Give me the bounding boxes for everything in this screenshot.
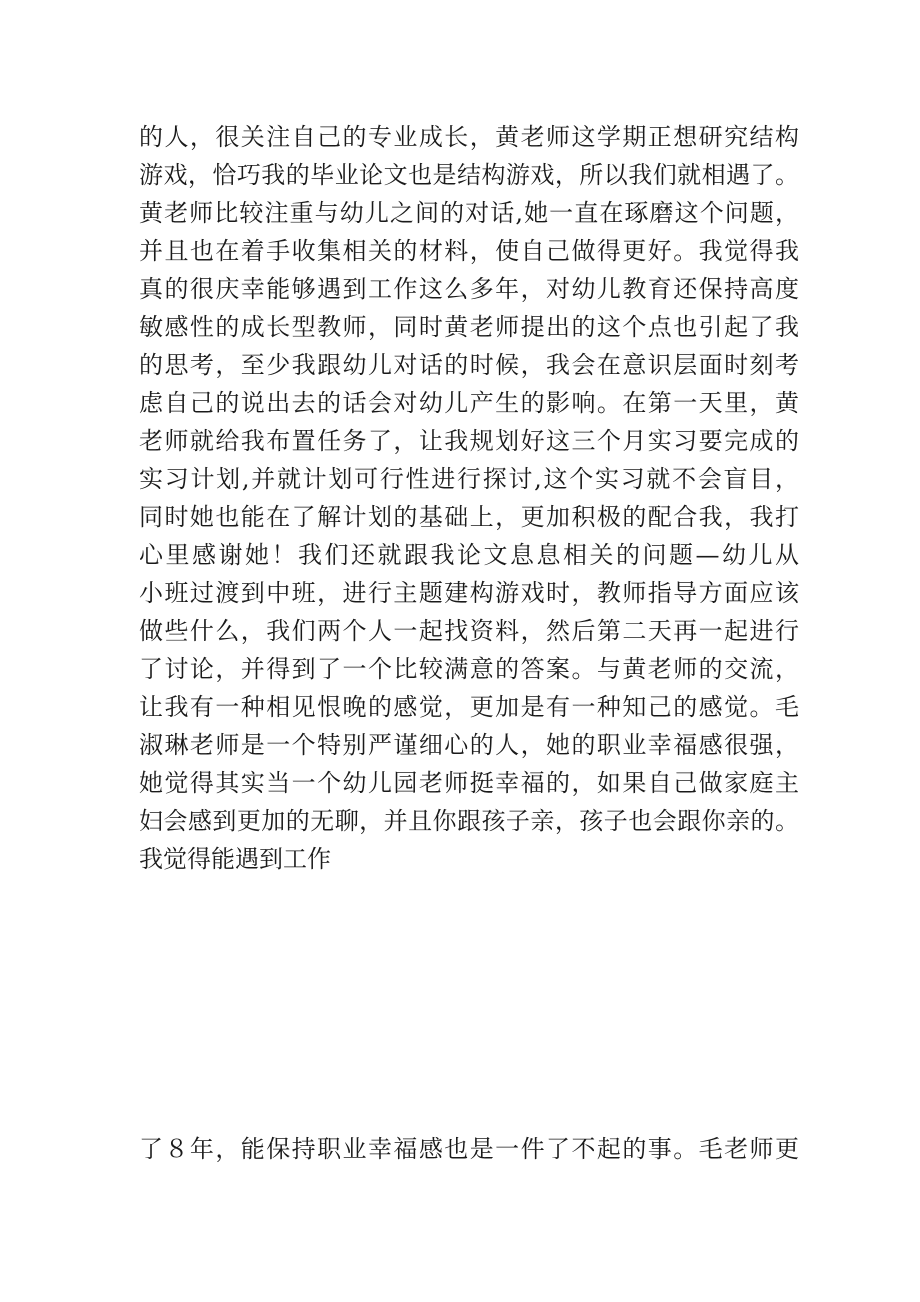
text-line: 心里感谢她！我们还就跟我论文息息相关的问题—幼儿从 (139, 541, 799, 569)
text-line: 她觉得其实当一个幼儿园老师挺幸福的，如果自己做家庭主 (139, 769, 799, 797)
text-line: 虑自己的说出去的话会对幼儿产生的影响。在第一天里，黄 (139, 389, 799, 417)
text-line: 的人，很关注自己的专业成长，黄老师这学期正想研究结构 (139, 123, 799, 151)
body-text-block (139, 118, 799, 878)
continued-text-block (139, 1130, 799, 1168)
text-line: 淑琳老师是一个特别严谨细心的人，她的职业幸福感很强， (139, 731, 799, 759)
text-line: 让我有一种相见恨晚的感觉，更加是有一种知己的感觉。毛 (139, 693, 799, 721)
text-line: 了讨论，并得到了一个比较满意的答案。与黄老师的交流， (139, 655, 799, 683)
text-line: 游戏，恰巧我的毕业论文也是结构游戏，所以我们就相遇了。 (139, 161, 799, 189)
text-line: 的思考，至少我跟幼儿对话的时候，我会在意识层面时刻考 (139, 351, 799, 379)
text-line: 敏感性的成长型教师，同时黄老师提出的这个点也引起了我 (139, 313, 799, 341)
text-line: 我觉得能遇到工作 (139, 845, 331, 873)
text-line: 并且也在着手收集相关的材料，使自己做得更好。我觉得我 (139, 237, 799, 265)
text-line: 妇会感到更加的无聊，并且你跟孩子亲，孩子也会跟你亲的。 (139, 807, 799, 835)
text-line: 实习计划,并就计划可行性进行探讨,这个实习就不会盲目， (139, 465, 799, 493)
text-line: 老师就给我布置任务了，让我规划好这三个月实习要完成的 (139, 427, 799, 455)
text-line: 了８年，能保持职业幸福感也是一件了不起的事。毛老师更 (139, 1135, 799, 1163)
text-line: 小班过渡到中班，进行主题建构游戏时，教师指导方面应该 (139, 579, 799, 607)
text-line: 黄老师比较注重与幼儿之间的对话,她一直在琢磨这个问题， (139, 199, 799, 227)
text-line: 做些什么，我们两个人一起找资料，然后第二天再一起进行 (139, 617, 799, 645)
text-line: 真的很庆幸能够遇到工作这么多年，对幼儿教育还保持高度 (139, 275, 799, 303)
text-line: 同时她也能在了解计划的基础上，更加积极的配合我，我打 (139, 503, 799, 531)
